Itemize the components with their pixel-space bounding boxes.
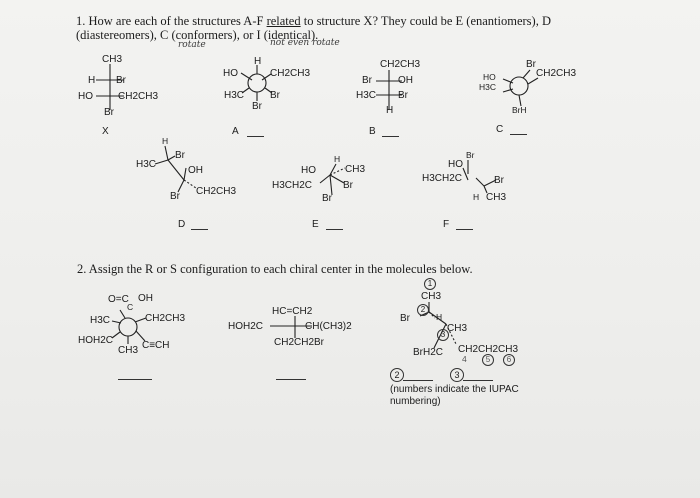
structure-x-label: X	[102, 126, 109, 137]
e-ho: HO	[301, 165, 316, 176]
m3-number-4: 4	[462, 354, 467, 364]
answer-blank-molecule-2[interactable]	[276, 379, 306, 380]
a-back-right-br: Br	[270, 90, 280, 101]
d-ethyl: CH2CH3	[196, 186, 237, 197]
b-top-ethyl: CH2CH3	[380, 59, 421, 70]
c-bottom-brh: BrH	[512, 105, 527, 115]
m3-ch3: CH3	[447, 323, 468, 334]
answer-blank-carbon-2[interactable]	[403, 380, 433, 381]
m3-answer-2-circle: 2	[390, 368, 404, 382]
a-front-left-ho: HO	[223, 68, 238, 79]
f-ch3: CH3	[486, 192, 507, 203]
b-left-h3c: H3C	[356, 90, 377, 101]
answer-blank-b[interactable]	[382, 136, 399, 137]
m3-brh2c: BrH2C	[413, 347, 444, 358]
c-front-left-h3c: H3C	[479, 82, 497, 92]
m1-ethyl: CH2CH3	[145, 313, 186, 324]
f-h: H	[473, 192, 480, 202]
m3-ch3-top: CH3	[421, 291, 442, 302]
x-left-h: H	[88, 75, 96, 86]
e-h: H	[334, 154, 341, 164]
m2-hoh2c: HOH2C	[228, 321, 264, 332]
m1-oc: O=C	[108, 294, 129, 305]
f-ethyl: H3CH2C	[422, 173, 463, 184]
b-right-oh: OH	[398, 75, 413, 86]
d-oh: OH	[188, 165, 203, 176]
a-bottom-br: Br	[252, 101, 262, 112]
question-2-text: 2. Assign the R or S configuration to each chiral center in the molecules below.	[77, 262, 473, 276]
m3-number-5: 5	[482, 354, 494, 366]
m3-number-6: 6	[503, 354, 515, 366]
b-left-br: Br	[362, 75, 372, 86]
x-top-ch3: CH3	[102, 54, 123, 65]
b-bottom-h: H	[386, 105, 394, 116]
m1-alkyne: C≡CH	[142, 340, 170, 351]
answer-blank-c[interactable]	[510, 134, 527, 135]
c-back-right-ethyl: CH2CH3	[536, 68, 577, 79]
answer-blank-d[interactable]	[191, 229, 208, 230]
handwritten-not-even-rotate: not even rotate	[270, 38, 340, 48]
m3-answer-3-circle: 3	[450, 368, 464, 382]
m1-hoh2c: HOH2C	[78, 335, 114, 346]
m1-ch3: CH3	[118, 345, 139, 356]
e-br-side: Br	[343, 180, 353, 191]
d-h3c: H3C	[136, 159, 157, 170]
m3-carbon-3-circle: 3	[437, 329, 449, 341]
b-right-br: Br	[398, 90, 408, 101]
m1-h3c: H3C	[90, 315, 111, 326]
m3-carbon-1-circle: 1	[424, 278, 436, 290]
answer-blank-molecule-1[interactable]	[118, 379, 152, 380]
m1-oh: OH	[138, 293, 153, 304]
m2-isopropyl: CH(CH3)2	[305, 321, 352, 332]
c-back-top-br: Br	[526, 59, 536, 70]
m3-br: Br	[400, 313, 410, 324]
m3-propyl-chain: CH2CH2CH3	[458, 344, 519, 355]
m2-bromoethyl: CH2CH2Br	[274, 337, 325, 348]
m3-note-line-1: (numbers indicate the IUPAC	[390, 384, 519, 395]
f-br-right: Br	[494, 175, 504, 186]
e-ch3: CH3	[345, 164, 366, 175]
e-br: Br	[322, 193, 332, 204]
answer-blank-f[interactable]	[456, 229, 473, 230]
structure-d-label: D	[178, 219, 186, 230]
a-top-h: H	[254, 56, 262, 67]
handwritten-rotate: rotate	[178, 40, 206, 50]
m1-c: C	[127, 302, 134, 312]
x-right-br: Br	[116, 75, 126, 86]
d-h: H	[162, 136, 169, 146]
m3-carbon-2-circle: 2	[417, 304, 429, 316]
e-ethyl: H3CH2C	[272, 180, 313, 191]
f-br-top: Br	[466, 150, 475, 160]
a-front-right-ethyl: CH2CH3	[270, 68, 311, 79]
f-ho: HO	[448, 159, 463, 170]
a-back-left-h3c: H3C	[224, 90, 245, 101]
d-br-top: Br	[175, 150, 185, 161]
x-bottom-br: Br	[104, 107, 114, 118]
c-front-left-ho: HO	[483, 72, 496, 82]
answer-blank-a[interactable]	[247, 136, 264, 137]
structure-b-label: B	[369, 126, 376, 137]
m3-h: H	[436, 312, 443, 322]
question-1-line-2: (diastereomers), C (conformers), or I (identical).	[76, 28, 319, 42]
x-right-ethyl: CH2CH3	[118, 91, 159, 102]
x-left-ho: HO	[78, 91, 93, 102]
structure-e-label: E	[312, 219, 319, 230]
structure-c-label: C	[496, 124, 504, 135]
question-1-line-1: 1. How are each of the structures A-F related to structure X? They could be E (enantiomers), D	[76, 14, 551, 28]
structure-f-label: F	[443, 219, 450, 230]
m2-vinyl: HC=CH2	[272, 306, 313, 317]
m3-note-line-2: numbering)	[390, 396, 441, 407]
answer-blank-e[interactable]	[326, 229, 343, 230]
structure-a-label: A	[232, 126, 239, 137]
answer-blank-carbon-3[interactable]	[463, 380, 493, 381]
d-br-bottom: Br	[170, 191, 180, 202]
